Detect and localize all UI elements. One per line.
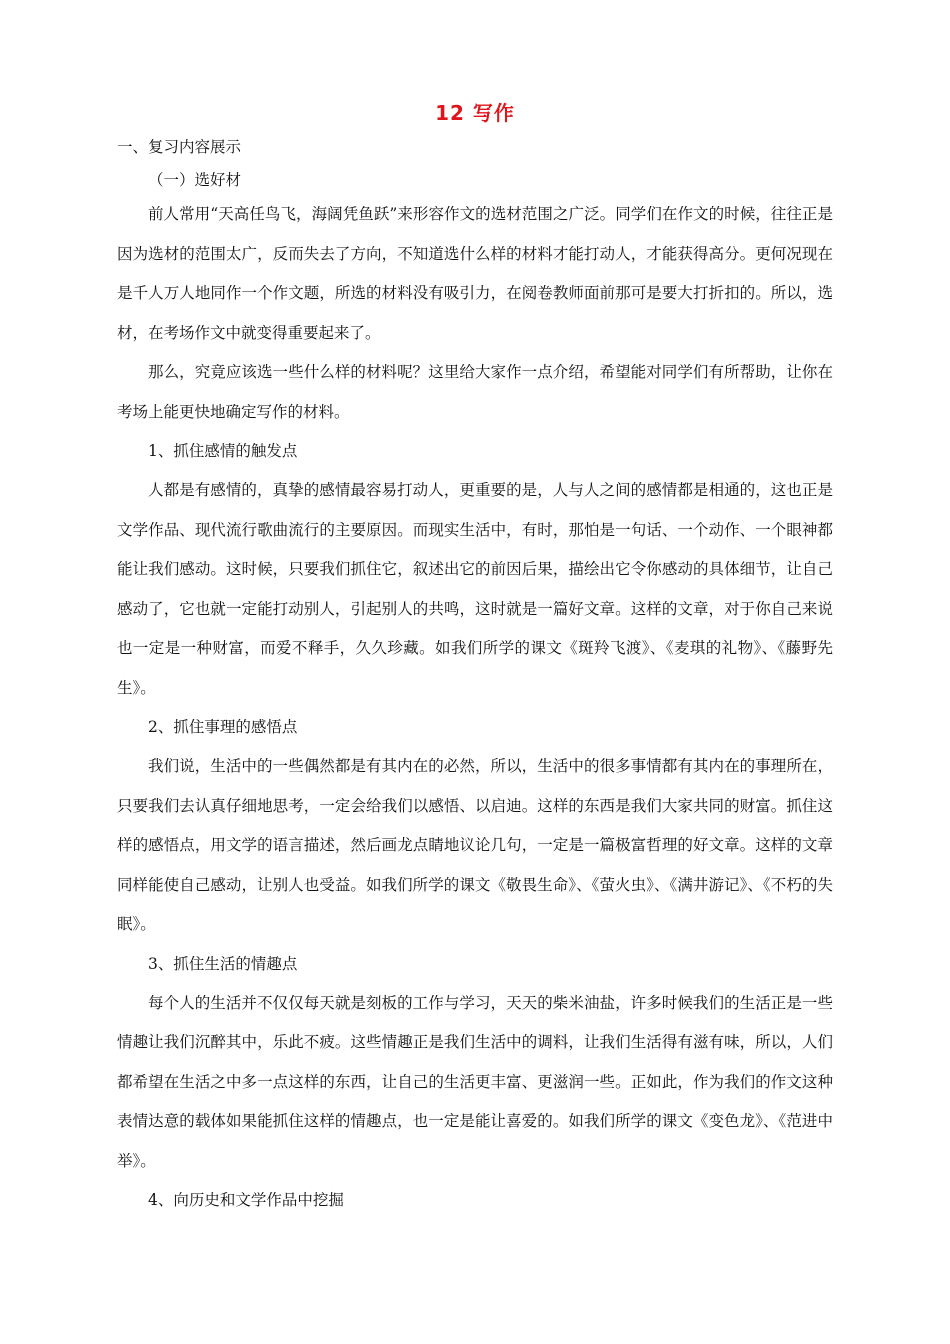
item-heading-4: 4、向历史和文学作品中挖掘 (148, 1191, 344, 1209)
subsection-heading: （一）选好材 (148, 171, 242, 189)
document-body (117, 134, 833, 1220)
item-paragraph-1: 人都是有感情的，真挚的感情最容易打动人，更重要的是，人与人之间的感情都是相通的，这也正是文学作品、现代流行歌曲流行的主要原因。而现实生活中，有时，那怕是一句话、一个动作、一个眼神都能让我们感动。这时候，只要我们抓住它，叙述出它的前因后果，描绘出它令你感动的具体细节，让自己感动了，它也就一定能打动别人，引起别人的共鸣，这时就是一篇好文章。这样的文章，对于你自己来说也一定是一种财富，而爱不释手，久久珍藏。如我们所学的课文《斑羚飞渡》、《麦琪的礼物》、《藤野先生》。 (117, 481, 833, 697)
item-paragraph-3: 每个人的生活并不仅仅每天就是刻板的工作与学习，天天的柴米油盐，许多时候我们的生活正是一些情趣让我们沉醉其中，乐此不疲。这些情趣正是我们生活中的调料，让我们生活得有滋有味，所以，人们都希望在生活之中多一点这样的东西，让自己的生活更丰富、更滋润一些。正如此，作为我们的作文这种表情达意的载体如果能抓住这样的情趣点，也一定是能让喜爱的。如我们所学的课文《变色龙》、《范进中举》。 (117, 993, 833, 1170)
paragraph-question: 那么，究竟应该选一些什么样的材料呢？这里给大家作一点介绍，希望能对同学们有所帮助，让你在考场上能更快地确定写作的材料。 (117, 363, 833, 421)
section-heading: 一、复习内容展示 (117, 138, 242, 156)
item-heading-1: 1、抓住感情的触发点 (148, 442, 298, 460)
item-paragraph-2: 我们说，生活中的一些偶然都是有其内在的必然，所以，生活中的很多事情都有其内在的事理所在，只要我们去认真仔细地思考，一定会给我们以感悟、以启迪。这样的东西是我们大家共同的财富。抓住这样的感悟点，用文学的语言描述，然后画龙点睛地议论几句，一定是一篇极富哲理的好文章。这样的文章同样能使自己感动，让别人也受益。如我们所学的课文《敬畏生命》、《萤火虫》、《满井游记》、《不朽的失眠》。 (117, 757, 833, 933)
item-heading-2: 2、抓住事理的感悟点 (148, 718, 298, 736)
document-title: 12 写作 (435, 101, 515, 125)
paragraph-intro: 前人常用“天高任鸟飞，海阔凭鱼跃”来形容作文的选材范围之广泛。同学们在作文的时候，往往正是因为选材的范围太广，反而失去了方向，不知道选什么样的材料才能打动人，才能获得高分。更何况现在是千人万人地同作一个作文题，所选的材料没有吸引力，在阅卷教师面前那可是要大打折扣的。所以，选材，在考场作文中就变得重要起来了。 (117, 205, 833, 342)
item-heading-3: 3、抓住生活的情趣点 (148, 954, 298, 973)
